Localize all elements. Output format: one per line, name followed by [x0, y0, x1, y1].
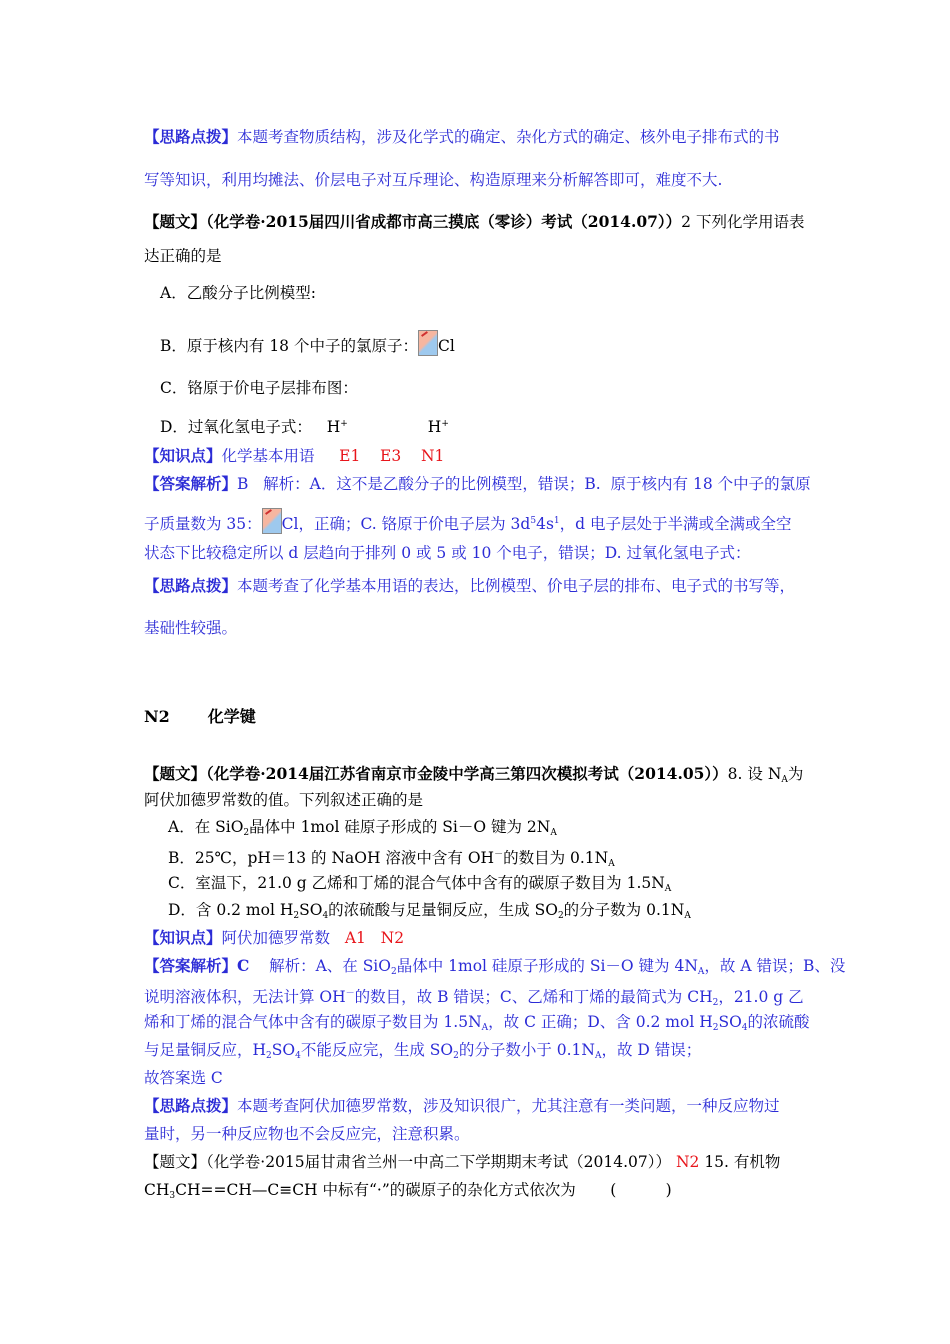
option-d: D．过氧化氢电子式： H+ H+ — [160, 418, 449, 436]
question-header: 【题文】（化学卷·2015届四川省成都市高三摸底（零诊）考试（2014.07））2 下列化学用语表 — [144, 212, 805, 231]
section-code: N2 — [144, 707, 170, 726]
option-a: A．在 SiO$_2$晶体中 1mol 硅原子形成的 Si－O 键为 $2N_A$ — [168, 818, 557, 838]
knowledge-point: 【知识点】阿伏加德罗常数 A1 N2 — [144, 928, 405, 947]
tip-line: 【思路点拨】本题考查物质结构，涉及化学式的确定、杂化方式的确定、核外电子排布式的书 — [144, 127, 780, 146]
option-c: C．铬原于价电子层排布图： — [160, 379, 358, 397]
option-d: D．含 0.2 mol $H_2SO_4$的浓硫酸与足量铜反应，生成 $SO_2$的分子数为 $0.1N_A$ — [168, 901, 691, 921]
answer-line-4: 与足量铜反应，$H_2SO_4$不能反应完，生成 $SO_2$的分子数小于 $0.1N_A$，故 D 错误； — [144, 1041, 702, 1061]
question-stem: 阿伏加德罗常数的值。下列叙述正确的是 — [144, 791, 424, 809]
knowledge-point: 【知识点】化学基本用语 E1 E3 N1 — [144, 446, 445, 465]
answer-line-3: 烯和丁烯的混合气体中含有的碳原子数目为 $1.5N_A$，故 C 正确；D、含 0.2 mol $H_2SO_4$的浓硫酸 — [144, 1013, 810, 1033]
answer-line: 【答案解析】B 解析：A．这不是乙酸分子的比例模型，错误；B. 原于核内有 18 个中子的氯原 — [144, 474, 811, 493]
tip-line-2: 写等知识，利用均摊法、价层电子对互斥理论、构造原理来分析解答即可，难度不大. — [144, 171, 723, 189]
answer-line-3: 状态下比较稳定所以 d 层趋向于排列 0 或 5 或 10 个电子，错误；D. 过氧化氢电子式： — [144, 544, 751, 562]
tip-line-2: 量时，另一种反应物也不会反应完，注意积累。 — [144, 1125, 470, 1143]
option-c: C．室温下，21.0 g 乙烯和丁烯的混合气体中含有的碳原子数目为 $1.5N_A$ — [168, 874, 672, 894]
answer-line-2: 说明溶液体积，无法计算 OH－的数目，故 B 错误；C、乙烯和丁烯的最简式为 $CH_2$，21.0 g 乙 — [144, 988, 804, 1008]
option-a: A．乙酸分子比例模型: — [160, 284, 316, 302]
answer-line-5: 故答案选 C — [144, 1069, 223, 1087]
question-header: 【题文】（化学卷·2014届江苏省南京市金陵中学高三第四次模拟考试（2014.05））8. 设 $N_A$为 — [144, 764, 804, 785]
answer-line-2: 子质量数为 35： Cl，正确；C. 铬原于价电子层为 $3d^54s^1$，d 电子层处于半满或全满或全空 — [144, 508, 792, 534]
tip-line: 【思路点拨】本题考查阿伏加德罗常数，涉及知识很广，尤其注意有一类问题，一种反应物过 — [144, 1096, 780, 1115]
option-b: B．原于核内有 18 个中子的氯原子： Cl — [160, 330, 455, 356]
question-source: （化学卷·2015届四川省成都市高三摸底（零诊）考试（2014.07）） — [206, 212, 682, 231]
broken-image-icon — [262, 508, 282, 534]
tip-line: 【思路点拨】本题考查了化学基本用语的表达，比例模型、价电子层的排布、电子式的书写等， — [144, 576, 796, 595]
broken-image-icon — [418, 330, 438, 356]
option-b: B．25℃，pH＝13 的 NaOH 溶液中含有 OH－的数目为 $0.1N_A$ — [168, 849, 615, 869]
question-stem: 达正确的是 — [144, 247, 222, 265]
section-title: 化学键 — [207, 707, 256, 726]
question-label: 【题文】 — [144, 212, 207, 231]
question-stem: $CH_3CH==CH—C\equiv CH$ 中标有“·”的碳原子的杂化方式依次为 ( ) — [144, 1181, 672, 1201]
question-header: 【题文】（化学卷·2015届甘肃省兰州一中高二下学期期末考试（2014.07）） N2 15. 有机物 — [144, 1153, 781, 1171]
tip-label: 【思路点拨】 — [144, 127, 238, 146]
answer-line: 【答案解析】C 解析：A、在 SiO$_2$晶体中 1mol 硅原子形成的 Si－O 键为 $4N_A$，故 A 错误；B、没 — [144, 956, 846, 977]
section-heading — [144, 704, 256, 727]
tip-line-2: 基础性较强。 — [144, 619, 238, 637]
